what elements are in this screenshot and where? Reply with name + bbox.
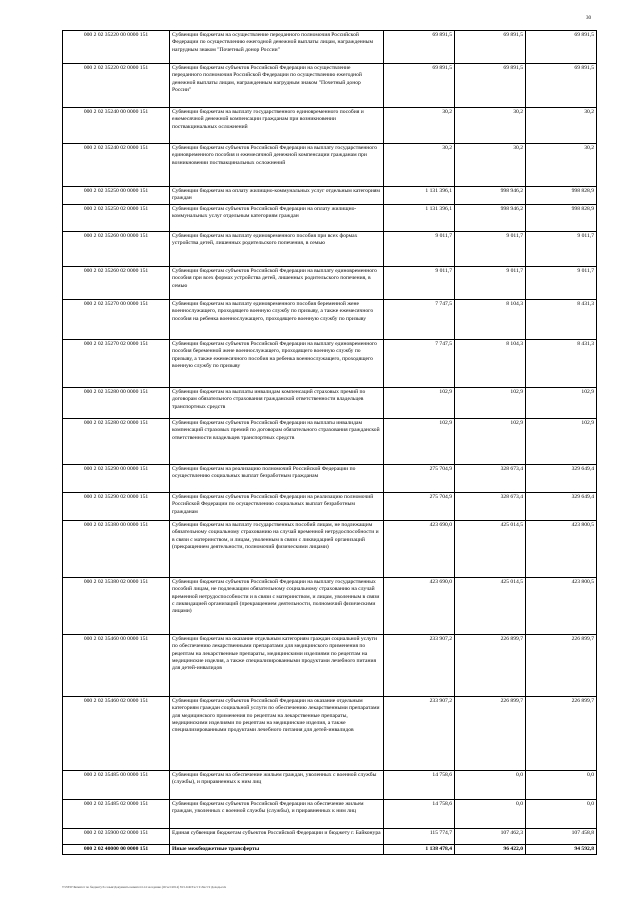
page-number: 30 <box>586 16 591 21</box>
table-row <box>63 419 597 465</box>
amount-cell-3: 423 800,5 <box>526 521 597 578</box>
amount-cell-3: 102,9 <box>526 388 597 419</box>
amount-cell-2: 9 011,7 <box>455 267 526 300</box>
budget-code-cell: 000 2 02 35290 02 0000 151 <box>63 493 170 521</box>
amount-cell-3: 226 899,7 <box>526 635 597 697</box>
amount-cell-3: 8 431,3 <box>526 300 597 340</box>
description-cell: Субвенции бюджетам субъектов Российской Федерации на обеспечение жильем граждан, уволенных с военной службы (службы), и приравненных к ним лиц <box>170 800 384 829</box>
amount-cell-1: 423 690,0 <box>384 578 455 635</box>
amount-cell-1: 1 138 478,4 <box>384 845 455 855</box>
table-row <box>63 388 597 419</box>
amount-cell-2: 102,9 <box>455 419 526 465</box>
amount-cell-1: 9 011,7 <box>384 267 455 300</box>
amount-cell-1: 1 131 396,1 <box>384 187 455 205</box>
file-path-footer: T:\NEW\Комитет по бюджету\6 созыв\Документы комитета\14 заседание (Отчет\2014) 813-9-Ф\Тест 9 Лист 9 Доходы.xls <box>62 885 227 889</box>
amount-cell-3: 102,9 <box>526 419 597 465</box>
amount-cell-3: 30,2 <box>526 108 597 144</box>
amount-cell-1: 233 907,2 <box>384 697 455 771</box>
amount-cell-1: 1 131 396,1 <box>384 205 455 232</box>
table-row <box>63 31 597 64</box>
budget-code-cell: 000 2 02 35460 00 0000 151 <box>63 635 170 697</box>
table-row <box>63 64 597 108</box>
table-row <box>63 697 597 771</box>
description-cell: Субвенции бюджетам субъектов Российской Федерации на выплату единовременного пособия беременной жене военнослужащего, проходящего военную службу по призыву, а также ежемесячного пособия на ребенка военнослужащего, проходящего военную службу по призыву <box>170 340 384 388</box>
amount-cell-3: 8 431,3 <box>526 340 597 388</box>
table-row <box>63 300 597 340</box>
budget-code-cell: 000 2 02 35240 00 0000 151 <box>63 108 170 144</box>
amount-cell-3: 998 828,9 <box>526 205 597 232</box>
amount-cell-3: 9 011,7 <box>526 267 597 300</box>
description-cell: Иные межбюджетные трансферты <box>170 845 384 855</box>
description-cell: Субвенции бюджетам на выплаты инвалидам компенсаций страховых премий по договорам обязательного страхования гражданской ответственности владельцев транспортных средств <box>170 388 384 419</box>
table-row <box>63 493 597 521</box>
description-cell: Субвенции бюджетам на оплату жилищно-коммунальных услуг отдельным категориям граждан <box>170 187 384 205</box>
table-row <box>63 205 597 232</box>
amount-cell-2: 8 104,3 <box>455 300 526 340</box>
budget-code-cell: 000 2 02 35290 00 0000 151 <box>63 465 170 493</box>
amount-cell-2: 0,0 <box>455 800 526 829</box>
amount-cell-3: 69 891,5 <box>526 31 597 64</box>
table-row <box>63 144 597 187</box>
budget-code-cell: 000 2 02 40000 00 0000 151 <box>63 845 170 855</box>
table-row <box>63 635 597 697</box>
amount-cell-1: 69 891,5 <box>384 64 455 108</box>
amount-cell-3: 329 649,4 <box>526 465 597 493</box>
amount-cell-1: 275 704,9 <box>384 465 455 493</box>
table-total-row <box>63 845 597 855</box>
description-cell: Субвенции бюджетам субъектов Российской Федерации на осуществление переданного полномочия Российской Федерации по осуществлению ежегодной денежной выплаты лицам, награжденным нагрудным знаком "Почетный донор России" <box>170 64 384 108</box>
amount-cell-1: 102,9 <box>384 388 455 419</box>
table-row <box>63 187 597 205</box>
table-row <box>63 465 597 493</box>
amount-cell-2: 328 673,4 <box>455 493 526 521</box>
amount-cell-2: 8 104,3 <box>455 340 526 388</box>
budget-code-cell: 000 2 02 35460 02 0000 151 <box>63 697 170 771</box>
amount-cell-3: 329 649,4 <box>526 493 597 521</box>
amount-cell-3: 0,0 <box>526 800 597 829</box>
amount-cell-3: 107 458,8 <box>526 829 597 845</box>
description-cell: Единая субвенция бюджетам субъектов Российской Федерации и бюджету г. Байконура <box>170 829 384 845</box>
description-cell: Субвенции бюджетам на выплату государственных пособий лицам, не подлежащим обязательному социальному страхованию на случай временной нетрудоспособности и в связи с материнством, и лицам, уволенным в связи с ликвидацией организаций (прекращением деятельности, полномочий физическими лицами) <box>170 521 384 578</box>
table-row <box>63 232 597 267</box>
amount-cell-1: 14 758,6 <box>384 800 455 829</box>
budget-code-cell: 000 2 02 35270 02 0000 151 <box>63 340 170 388</box>
table-row <box>63 829 597 845</box>
table-row <box>63 340 597 388</box>
table-row <box>63 267 597 300</box>
budget-code-cell: 000 2 02 35485 00 0000 151 <box>63 771 170 800</box>
amount-cell-3: 226 899,7 <box>526 697 597 771</box>
budget-code-cell: 000 2 02 35270 00 0000 151 <box>63 300 170 340</box>
budget-code-cell: 000 2 02 35380 00 0000 151 <box>63 521 170 578</box>
budget-code-cell: 000 2 02 35260 00 0000 151 <box>63 232 170 267</box>
description-cell: Субвенции бюджетам на выплату единовременного пособия беременной жене военнослужащего, проходящего военную службу по призыву, а также ежемесячного пособия на ребенка военнослужащего, проходящего военную службу по призыву <box>170 300 384 340</box>
amount-cell-2: 425 014,5 <box>455 578 526 635</box>
table-row <box>63 771 597 800</box>
amount-cell-1: 14 758,6 <box>384 771 455 800</box>
description-cell: Субвенции бюджетам субъектов Российской Федерации на выплату государственных пособий лицам, не подлежащим обязательному социальному страхованию на случай временной нетрудоспособности и в связи с материнством, и лицам, уволенным в связи с ликвидацией организаций (прекращением деятельности, полномочий физическими лицами) <box>170 578 384 635</box>
amount-cell-1: 423 690,0 <box>384 521 455 578</box>
budget-code-cell: 000 2 02 35250 02 0000 151 <box>63 205 170 232</box>
budget-code-cell: 000 2 02 35240 02 0000 151 <box>63 144 170 187</box>
description-cell: Субвенции бюджетам субъектов Российской Федерации на оплату жилищно-коммунальных услуг отдельным категориям граждан <box>170 205 384 232</box>
amount-cell-1: 115 774,7 <box>384 829 455 845</box>
table-body <box>63 31 597 855</box>
amount-cell-2: 226 899,7 <box>455 697 526 771</box>
description-cell: Субвенции бюджетам субъектов Российской Федерации на реализацию полномочий Российской Федерации по осуществлению социальных выплат безработным гражданам <box>170 493 384 521</box>
amount-cell-2: 69 891,5 <box>455 31 526 64</box>
amount-cell-1: 7 747,5 <box>384 340 455 388</box>
amount-cell-2: 96 422,0 <box>455 845 526 855</box>
amount-cell-1: 233 907,2 <box>384 635 455 697</box>
budget-code-cell: 000 2 02 35220 00 0000 151 <box>63 31 170 64</box>
amount-cell-3: 423 800,5 <box>526 578 597 635</box>
description-cell: Субвенции бюджетам на оказание отдельным категориям граждан социальной услуги по обеспечению лекарственными препаратами для медицинского применения по рецептам на лекарственные препараты, медицинскими изделиями по рецептам на медицинские изделия, а также специализированными продуктами лечебного питания для детей-инвалидов <box>170 635 384 697</box>
description-cell: Субвенции бюджетам субъектов Российской Федерации на выплату единовременного пособия при всех формах устройства детей, лишенных родительского попечения, в семью <box>170 267 384 300</box>
budget-table <box>62 30 597 855</box>
budget-code-cell: 000 2 02 35900 02 0000 151 <box>63 829 170 845</box>
table-row <box>63 108 597 144</box>
budget-code-cell: 000 2 02 35250 00 0000 151 <box>63 187 170 205</box>
budget-code-cell: 000 2 02 35260 02 0000 151 <box>63 267 170 300</box>
amount-cell-3: 30,2 <box>526 144 597 187</box>
amount-cell-2: 998 946,2 <box>455 205 526 232</box>
table-row <box>63 578 597 635</box>
amount-cell-2: 30,2 <box>455 108 526 144</box>
amount-cell-3: 94 592,8 <box>526 845 597 855</box>
description-cell: Субвенции бюджетам субъектов Российской Федерации на выплату государственного единовременного пособия и ежемесячной денежной компенсации гражданам при возникновении поствакцинальных осложнений <box>170 144 384 187</box>
amount-cell-1: 30,2 <box>384 144 455 187</box>
amount-cell-2: 998 946,2 <box>455 187 526 205</box>
budget-code-cell: 000 2 02 35280 02 0000 151 <box>63 419 170 465</box>
budget-code-cell: 000 2 02 35485 02 0000 151 <box>63 800 170 829</box>
amount-cell-1: 69 891,5 <box>384 31 455 64</box>
description-cell: Субвенции бюджетам на реализацию полномочий Российской Федерации по осуществлению социальных выплат безработным гражданам <box>170 465 384 493</box>
table-row <box>63 800 597 829</box>
budget-code-cell: 000 2 02 35280 00 0000 151 <box>63 388 170 419</box>
amount-cell-2: 425 014,5 <box>455 521 526 578</box>
amount-cell-2: 9 011,7 <box>455 232 526 267</box>
description-cell: Субвенции бюджетам на выплату государственного единовременного пособия и ежемесячной денежной компенсации гражданам при возникновении поствакцинальных осложнений <box>170 108 384 144</box>
description-cell: Субвенции бюджетам на осуществление переданного полномочия Российской Федерации по осуществлению ежегодной денежной выплаты лицам, награжденным нагрудным знаком "Почетный донор России" <box>170 31 384 64</box>
amount-cell-1: 275 704,9 <box>384 493 455 521</box>
budget-code-cell: 000 2 02 35220 02 0000 151 <box>63 64 170 108</box>
description-cell: Субвенции бюджетам на обеспечение жильем граждан, уволенных с военной службы (службы), и приравненных к ним лиц <box>170 771 384 800</box>
amount-cell-2: 102,9 <box>455 388 526 419</box>
budget-code-cell: 000 2 02 35380 02 0000 151 <box>63 578 170 635</box>
table-row <box>63 521 597 578</box>
description-cell: Субвенции бюджетам субъектов Российской Федерации на оказание отдельным категориям граждан социальной услуги по обеспечению лекарственными препаратами для медицинского применения по рецептам на лекарственные препараты, медицинскими изделиями по рецептам на медицинские изделия, а также специализированными продуктами лечебного питания для детей-инвалидов <box>170 697 384 771</box>
amount-cell-3: 998 828,9 <box>526 187 597 205</box>
description-cell: Субвенции бюджетам субъектов Российской Федерации на выплаты инвалидам компенсаций страховых премий по договорам обязательного страхования гражданской ответственности владельцев транспортных средств <box>170 419 384 465</box>
amount-cell-1: 7 747,5 <box>384 300 455 340</box>
amount-cell-2: 30,2 <box>455 144 526 187</box>
amount-cell-1: 30,2 <box>384 108 455 144</box>
description-cell: Субвенции бюджетам на выплату единовременного пособия при всех формах устройства детей, лишенных родительского попечения, в семью <box>170 232 384 267</box>
amount-cell-1: 102,9 <box>384 419 455 465</box>
amount-cell-2: 226 899,7 <box>455 635 526 697</box>
amount-cell-3: 9 011,7 <box>526 232 597 267</box>
amount-cell-3: 69 891,5 <box>526 64 597 108</box>
amount-cell-2: 328 673,4 <box>455 465 526 493</box>
amount-cell-2: 69 891,5 <box>455 64 526 108</box>
amount-cell-2: 0,0 <box>455 771 526 800</box>
amount-cell-2: 107 462,3 <box>455 829 526 845</box>
amount-cell-1: 9 011,7 <box>384 232 455 267</box>
amount-cell-3: 0,0 <box>526 771 597 800</box>
